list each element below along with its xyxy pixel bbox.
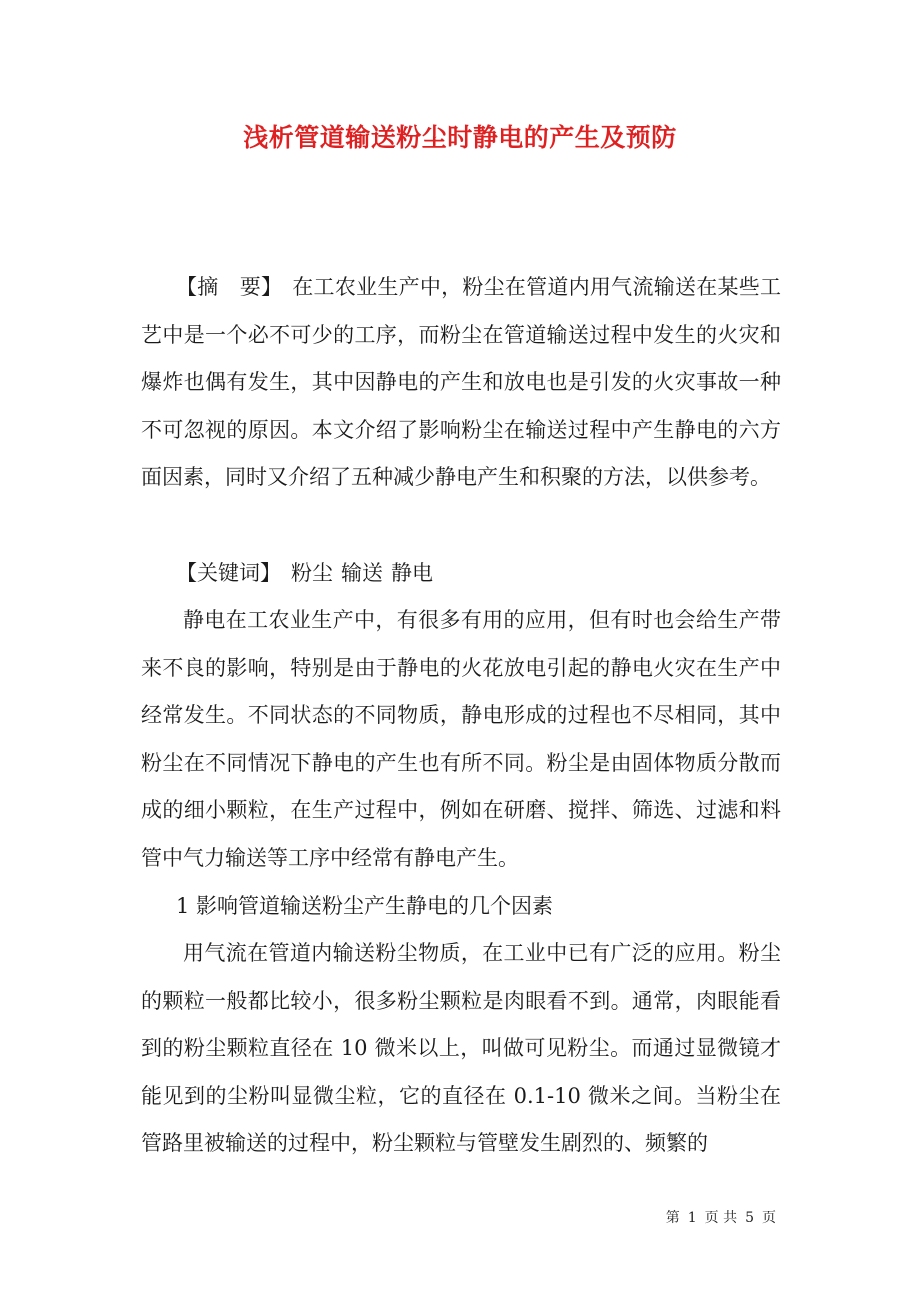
footer-middle: 页 共 [704,1210,738,1226]
footer-suffix: 页 [762,1210,776,1226]
body-paragraph-section-1: 用气流在管道内输送粉尘物质，在工业中已有广泛的应用。粉尘的颗粒一般都比较小，很多粉尘颗粒是肉眼看不到。通常，肉眼能看到的粉尘颗粒直径在 10 微米以上，叫做可见粉尘。而通过显微镜才能见到的尘粉叫显微尘粒，它的直径在 0.1-10 微米之间。当粉尘在管路里被输送的过程中，粉尘颗粒与管壁发生剧烈的、频繁的 [141,941,781,1156]
section-heading: 1 影响管道输送粉尘产生静电的几个因素 [176,894,554,918]
keyword-item: 粉尘 [291,561,333,585]
keywords-line [141,550,781,598]
abstract-label: 【摘 要】 [176,275,283,299]
abstract-paragraph [141,264,781,502]
page-footer [662,1207,780,1227]
keywords-label: 【关键词】 [176,561,281,585]
document-title: 浅析管道输送粉尘时静电的产生及预防 [243,123,677,152]
body-paragraph-intro: 静电在工农业生产中，有很多有用的应用，但有时也会给生产带来不良的影响，特别是由于静电的火花放电引起的静电火灾在生产中经常发生。不同状态的不同物质，静电形成的过程也不尽相同，其中粉尘在不同情况下静电的产生也有所不同。粉尘是由固体物质分散而成的细小颗粒，在生产过程中，例如在研磨、搅拌、筛选、过滤和料管中气力输送等工序中经常有静电产生。 [141,608,781,870]
keyword-item: 输送 [341,561,383,585]
footer-total-pages: 5 [745,1210,754,1226]
footer-page-number: 1 [687,1210,697,1226]
keyword-item: 静电 [391,561,433,585]
footer-prefix: 第 [665,1210,680,1226]
abstract-text: 在工农业生产中，粉尘在管道内用气流输送在某些工艺中是一个必不可少的工序，而粉尘在管道输送过程中发生的火灾和爆炸也偶有发生，其中因静电的产生和放电也是引发的火灾事故一种不可忽视的原因。本文介绍了影响粉尘在输送过程中产生静电的六方面因素，同时又介绍了五种减少静电产生和积聚的方法，以供参考。 [141,275,781,490]
